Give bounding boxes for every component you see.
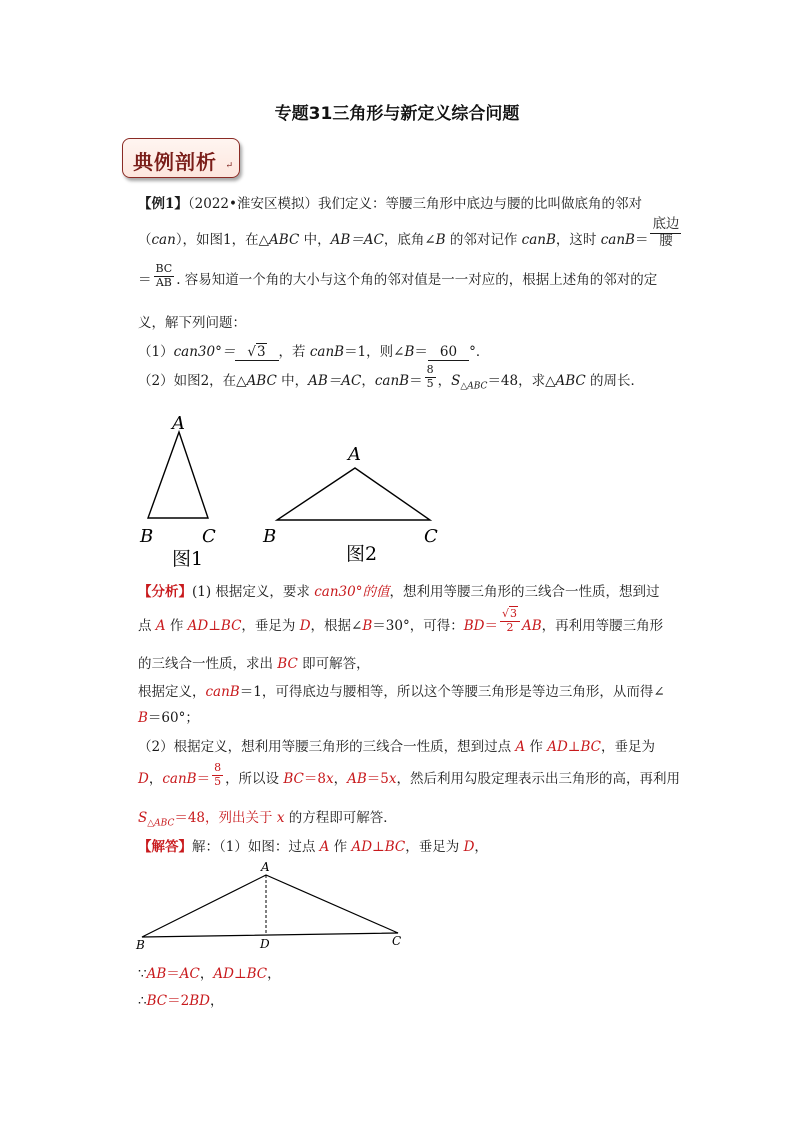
figures-1-2 (130, 405, 460, 575)
triangle-fig1 (148, 432, 208, 518)
fraction-base-over-leg: $\frac{\text{底边}}{\text{腰}}$ (652, 216, 680, 249)
return-mark-icon: ↵ (225, 161, 233, 171)
analysis-line-2: 点 A 作 AD⊥BC，垂足为 D，根据∠B＝30°，可得：BD＝ $\frac{√3}{2}$ AB，再利用等腰三角形 (138, 607, 664, 634)
example-line-1: 【例1】（2022•淮安区模拟）我们定义：等腰三角形中底边与腰的比叫做底角的邻对 (138, 196, 642, 212)
section-badge (122, 138, 240, 178)
analysis-line-1: 【分析】(1) 根据定义，要求 can30°的值，想利用等腰三角形的三线合一性质，想到过 (138, 584, 660, 600)
fraction-bc-over-ab: $\frac{BC}{AB}$ (155, 262, 173, 289)
analysis-line-7: D，canB＝ $\frac{8}{5}$ ，所以设 BC＝8x，AB＝5x，然后利用勾股定理表示出三角形的高，再利用 (138, 761, 680, 788)
answer-line-1: 【解答】解：（1）如图：过点 A 作 AD⊥BC，垂足为 D， (138, 839, 488, 855)
fig2-label-a: A (348, 444, 361, 465)
answer-line-3: ∴BC＝2BD， (138, 993, 224, 1009)
fig3-label-b: B (136, 938, 145, 952)
figure-3 (130, 855, 420, 955)
fraction-8-over-5-b: $\frac{8}{5}$ (214, 761, 222, 788)
answer-blank-1: √3 (235, 344, 278, 361)
badge-label: 典例剖析 (133, 150, 217, 174)
fig1-label-a: A (172, 413, 185, 434)
answer-line-2: ∵AB＝AC，AD⊥BC， (138, 966, 281, 982)
fig2-caption: 图2 (346, 543, 378, 565)
fig3-label-a: A (261, 860, 270, 874)
analysis-line-4: 根据定义，canB＝1，可得底边与腰相等，所以这个等腰三角形是等边三角形，从而得∠ (138, 684, 665, 700)
triangle-fig3 (142, 875, 398, 937)
example-line-2: （can），如图1，在△ABC 中，AB＝AC，底角∠B 的邻对记作 canB，这时 canB＝ $\frac{\text{底边}}{\text{腰}}$ (138, 216, 680, 249)
page-title: 专题31三角形与新定义综合问题 (274, 104, 520, 124)
analysis-line-6: （2）根据定义，想利用等腰三角形的三线合一性质，想到过点 A 作 AD⊥BC，垂足为 (138, 739, 656, 755)
question-1: （1）can30°＝ √3 ，若 canB＝1，则∠B＝ 60 °． (138, 344, 490, 360)
question-2: （2）如图2，在△ABC 中，AB＝AC，canB＝ $\frac{8}{5}$ ，$S_{\triangle ABC}=48$，求△ABC 的周长． (138, 363, 645, 392)
fig1-label-b: B (140, 526, 154, 547)
example-line-4: 义，解下列问题： (138, 315, 246, 331)
triangle-fig2 (277, 468, 430, 520)
example-line-3: ＝ $\frac{BC}{AB}$ . 容易知道一个角的大小与这个角的邻对值是一一对应的，根据上述角的邻对的定 (138, 262, 658, 289)
fig3-label-d: D (260, 937, 270, 951)
fig2-label-b: B (263, 526, 277, 547)
analysis-line-3: 的三线合一性质，求出 BC 即可解答， (138, 656, 370, 672)
fig3-label-c: C (392, 934, 402, 948)
analysis-line-5: B＝60°； (138, 710, 199, 726)
fraction-sqrt3-over-2: $\frac{√3}{2}$ (500, 608, 520, 634)
fig1-caption: 图1 (172, 548, 204, 570)
fig1-label-c: C (202, 526, 216, 547)
fig2-label-c: C (424, 526, 438, 547)
analysis-line-8: $S_{\triangle ABC}=48$，列出关于 x 的方程即可解答． (138, 810, 397, 829)
answer-blank-2: 60 (428, 344, 469, 361)
fraction-8-over-5: $\frac{8}{5}$ (426, 363, 434, 390)
